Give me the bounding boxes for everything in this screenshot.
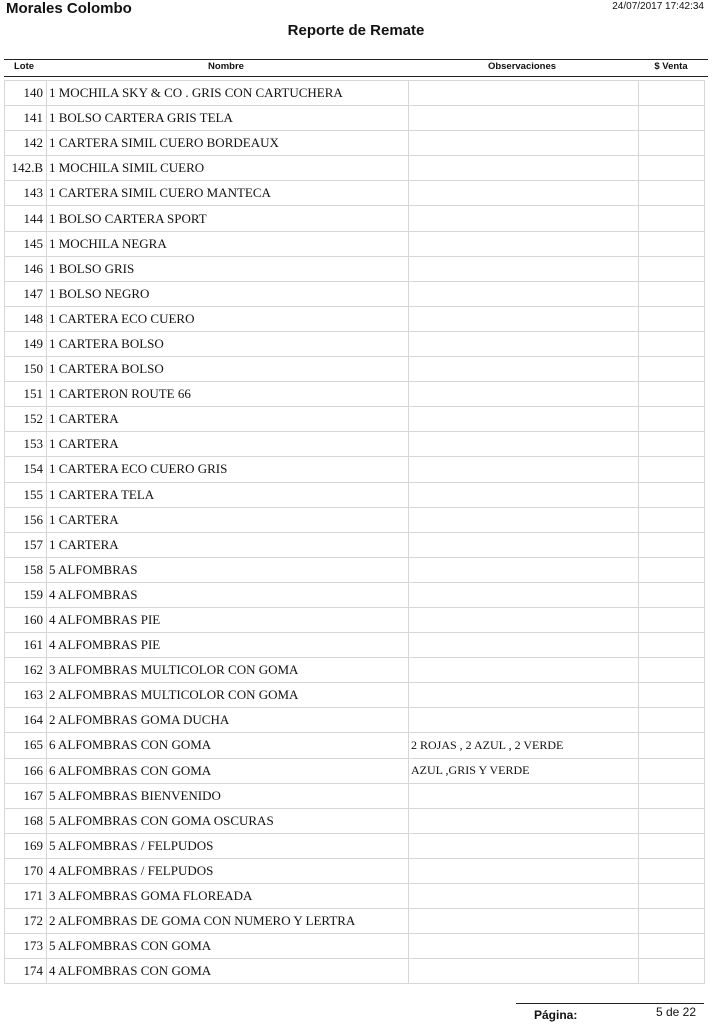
observaciones-cell (409, 231, 639, 256)
company-name: Morales Colombo (6, 0, 132, 17)
lote-cell: 144 (5, 206, 47, 231)
observaciones-cell (409, 934, 639, 959)
observaciones-cell (409, 281, 639, 306)
table-row (5, 507, 705, 532)
lote-cell: 169 (5, 833, 47, 858)
observaciones-cell (409, 81, 639, 106)
table-row (5, 708, 705, 733)
observaciones-cell (409, 708, 639, 733)
observaciones-cell (409, 407, 639, 432)
lote-cell: 157 (5, 532, 47, 557)
nombre-cell: 4 ALFOMBRAS / FELPUDOS (47, 858, 409, 883)
venta-cell (639, 357, 705, 382)
venta-cell (639, 482, 705, 507)
venta-cell (639, 909, 705, 934)
lote-cell: 140 (5, 81, 47, 106)
venta-cell (639, 658, 705, 683)
venta-cell (639, 934, 705, 959)
lote-cell: 151 (5, 382, 47, 407)
table-row (5, 858, 705, 883)
observaciones-cell (409, 683, 639, 708)
table-row (5, 733, 705, 758)
lote-cell: 171 (5, 884, 47, 909)
table-row (5, 934, 705, 959)
observaciones-cell (409, 306, 639, 331)
lote-cell: 173 (5, 934, 47, 959)
table-row (5, 382, 705, 407)
venta-cell (639, 733, 705, 758)
observaciones-cell (409, 256, 639, 281)
table-row (5, 281, 705, 306)
venta-cell (639, 758, 705, 783)
nombre-cell: 1 CARTERA (47, 507, 409, 532)
table-row (5, 181, 705, 206)
table-row (5, 607, 705, 632)
lote-cell: 161 (5, 633, 47, 658)
nombre-cell: 6 ALFOMBRAS CON GOMA (47, 758, 409, 783)
observaciones-cell (409, 156, 639, 181)
observaciones-cell (409, 507, 639, 532)
nombre-cell: 1 CARTERA (47, 407, 409, 432)
observaciones-cell (409, 557, 639, 582)
lots-table (4, 80, 705, 984)
venta-cell (639, 382, 705, 407)
nombre-cell: 4 ALFOMBRAS CON GOMA (47, 959, 409, 984)
observaciones-cell (409, 357, 639, 382)
venta-cell (639, 833, 705, 858)
observaciones-cell: 2 ROJAS , 2 AZUL , 2 VERDE (409, 733, 639, 758)
venta-cell (639, 457, 705, 482)
lote-cell: 167 (5, 783, 47, 808)
table-row (5, 833, 705, 858)
table-row (5, 231, 705, 256)
footer-divider (516, 1003, 704, 1004)
table-row (5, 206, 705, 231)
lote-cell: 147 (5, 281, 47, 306)
observaciones-cell (409, 432, 639, 457)
nombre-cell: 1 BOLSO CARTERA SPORT (47, 206, 409, 231)
lote-cell: 146 (5, 256, 47, 281)
report-datetime: 24/07/2017 17:42:34 (612, 1, 704, 12)
venta-cell (639, 507, 705, 532)
observaciones-cell (409, 959, 639, 984)
nombre-cell: 2 ALFOMBRAS DE GOMA CON NUMERO Y LERTRA (47, 909, 409, 934)
report-title: Reporte de Remate (287, 22, 425, 39)
lote-cell: 174 (5, 959, 47, 984)
column-headers (0, 61, 712, 75)
table-row (5, 783, 705, 808)
table-row (5, 959, 705, 984)
table-row (5, 683, 705, 708)
venta-cell (639, 81, 705, 106)
table-row (5, 557, 705, 582)
table-row (5, 457, 705, 482)
venta-cell (639, 231, 705, 256)
venta-cell (639, 432, 705, 457)
column-header-nombre: Nombre (208, 61, 244, 72)
table-row (5, 106, 705, 131)
nombre-cell: 2 ALFOMBRAS MULTICOLOR CON GOMA (47, 683, 409, 708)
lote-cell: 145 (5, 231, 47, 256)
venta-cell (639, 256, 705, 281)
lote-cell: 153 (5, 432, 47, 457)
nombre-cell: 4 ALFOMBRAS PIE (47, 633, 409, 658)
lote-cell: 165 (5, 733, 47, 758)
venta-cell (639, 808, 705, 833)
observaciones-cell (409, 909, 639, 934)
table-row (5, 331, 705, 356)
nombre-cell: 4 ALFOMBRAS (47, 582, 409, 607)
nombre-cell: 2 ALFOMBRAS GOMA DUCHA (47, 708, 409, 733)
nombre-cell: 1 BOLSO GRIS (47, 256, 409, 281)
nombre-cell: 1 MOCHILA SKY & CO . GRIS CON CARTUCHERA (47, 81, 409, 106)
nombre-cell: 5 ALFOMBRAS (47, 557, 409, 582)
lote-cell: 159 (5, 582, 47, 607)
table-row (5, 658, 705, 683)
lots-table-body (5, 81, 705, 984)
venta-cell (639, 708, 705, 733)
page-indicator: 5 de 22 (655, 1005, 696, 1019)
lote-cell: 156 (5, 507, 47, 532)
table-row (5, 357, 705, 382)
nombre-cell: 5 ALFOMBRAS / FELPUDOS (47, 833, 409, 858)
venta-cell (639, 607, 705, 632)
observaciones-cell (409, 206, 639, 231)
lote-cell: 148 (5, 306, 47, 331)
venta-cell (639, 181, 705, 206)
lote-cell: 142.B (5, 156, 47, 181)
nombre-cell: 1 CARTERA TELA (47, 482, 409, 507)
lote-cell: 162 (5, 658, 47, 683)
table-row (5, 432, 705, 457)
nombre-cell: 1 CARTERA (47, 432, 409, 457)
venta-cell (639, 858, 705, 883)
lote-cell: 142 (5, 131, 47, 156)
venta-cell (639, 557, 705, 582)
venta-cell (639, 156, 705, 181)
nombre-cell: 3 ALFOMBRAS GOMA FLOREADA (47, 884, 409, 909)
observaciones-cell (409, 331, 639, 356)
observaciones-cell (409, 858, 639, 883)
observaciones-cell (409, 482, 639, 507)
lote-cell: 152 (5, 407, 47, 432)
observaciones-cell (409, 106, 639, 131)
observaciones-cell (409, 884, 639, 909)
table-row (5, 758, 705, 783)
table-row (5, 482, 705, 507)
observaciones-cell (409, 808, 639, 833)
nombre-cell: 1 CARTERON ROUTE 66 (47, 382, 409, 407)
lote-cell: 149 (5, 331, 47, 356)
observaciones-cell (409, 833, 639, 858)
lote-cell: 143 (5, 181, 47, 206)
observaciones-cell (409, 783, 639, 808)
column-header-observaciones: Observaciones (487, 61, 557, 72)
table-row (5, 306, 705, 331)
venta-cell (639, 633, 705, 658)
nombre-cell: 1 CARTERA BOLSO (47, 331, 409, 356)
table-row (5, 884, 705, 909)
nombre-cell: 4 ALFOMBRAS PIE (47, 607, 409, 632)
nombre-cell: 5 ALFOMBRAS CON GOMA (47, 934, 409, 959)
lote-cell: 170 (5, 858, 47, 883)
table-row (5, 407, 705, 432)
venta-cell (639, 884, 705, 909)
nombre-cell: 1 CARTERA SIMIL CUERO BORDEAUX (47, 131, 409, 156)
nombre-cell: 1 CARTERA ECO CUERO (47, 306, 409, 331)
table-row (5, 81, 705, 106)
table-row (5, 131, 705, 156)
observaciones-cell (409, 633, 639, 658)
venta-cell (639, 959, 705, 984)
venta-cell (639, 532, 705, 557)
lote-cell: 155 (5, 482, 47, 507)
lote-cell: 163 (5, 683, 47, 708)
nombre-cell: 1 CARTERA BOLSO (47, 357, 409, 382)
nombre-cell: 5 ALFOMBRAS BIENVENIDO (47, 783, 409, 808)
venta-cell (639, 407, 705, 432)
nombre-cell: 1 CARTERA (47, 532, 409, 557)
venta-cell (639, 683, 705, 708)
venta-cell (639, 131, 705, 156)
venta-cell (639, 106, 705, 131)
table-row (5, 156, 705, 181)
table-row (5, 532, 705, 557)
nombre-cell: 6 ALFOMBRAS CON GOMA (47, 733, 409, 758)
lote-cell: 158 (5, 557, 47, 582)
venta-cell (639, 783, 705, 808)
nombre-cell: 5 ALFOMBRAS CON GOMA OSCURAS (47, 808, 409, 833)
nombre-cell: 1 MOCHILA SIMIL CUERO (47, 156, 409, 181)
header-divider (4, 59, 708, 60)
lote-cell: 164 (5, 708, 47, 733)
nombre-cell: 1 MOCHILA NEGRA (47, 231, 409, 256)
observaciones-cell (409, 658, 639, 683)
nombre-cell: 1 BOLSO CARTERA GRIS TELA (47, 106, 409, 131)
venta-cell (639, 306, 705, 331)
lote-cell: 141 (5, 106, 47, 131)
lote-cell: 150 (5, 357, 47, 382)
observaciones-cell (409, 532, 639, 557)
table-row (5, 808, 705, 833)
observaciones-cell: AZUL ,GRIS Y VERDE (409, 758, 639, 783)
nombre-cell: 1 CARTERA SIMIL CUERO MANTECA (47, 181, 409, 206)
venta-cell (639, 281, 705, 306)
observaciones-cell (409, 181, 639, 206)
nombre-cell: 1 CARTERA ECO CUERO GRIS (47, 457, 409, 482)
table-row (5, 582, 705, 607)
lote-cell: 160 (5, 607, 47, 632)
observaciones-cell (409, 607, 639, 632)
lote-cell: 154 (5, 457, 47, 482)
lote-cell: 172 (5, 909, 47, 934)
observaciones-cell (409, 582, 639, 607)
column-header-lote: Lote (13, 61, 35, 72)
column-header-divider (4, 76, 708, 77)
observaciones-cell (409, 457, 639, 482)
table-row (5, 633, 705, 658)
lote-cell: 168 (5, 808, 47, 833)
observaciones-cell (409, 382, 639, 407)
table-row (5, 909, 705, 934)
venta-cell (639, 206, 705, 231)
lote-cell: 166 (5, 758, 47, 783)
venta-cell (639, 331, 705, 356)
venta-cell (639, 582, 705, 607)
page-label: Página: (534, 1008, 578, 1022)
column-header-venta: $ Venta (654, 61, 688, 72)
nombre-cell: 3 ALFOMBRAS MULTICOLOR CON GOMA (47, 658, 409, 683)
observaciones-cell (409, 131, 639, 156)
nombre-cell: 1 BOLSO NEGRO (47, 281, 409, 306)
table-row (5, 256, 705, 281)
